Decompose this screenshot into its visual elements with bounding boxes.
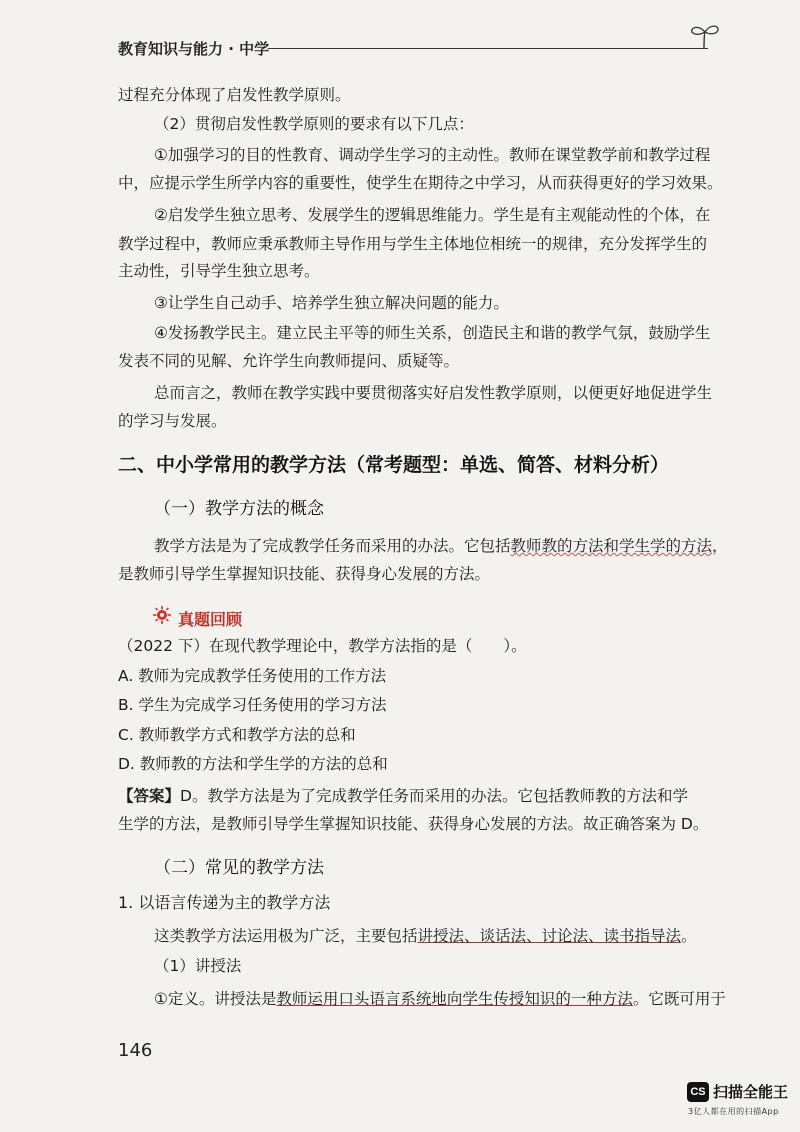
paragraph-line: ④发扬教学民主。建立民主平等的师生关系，创造民主和谐的教学气氛，鼓励学生: [154, 324, 711, 342]
paragraph-line: 中，应提示学生所学内容的重要性，使学生在期待之中学习，从而获得更好的学习效果。: [118, 174, 723, 192]
option-a: A. 教师为完成教学任务使用的工作方法: [118, 667, 387, 685]
paragraph-line: 总而言之，教师在教学实践中要贯彻落实好启发性教学原则，以便更好地促进学生: [154, 384, 713, 402]
concept-line-2: 是教师引导学生掌握知识技能、获得身心发展的方法。: [118, 565, 491, 583]
running-header: [118, 34, 718, 62]
key-phrase: 讲授法、谈话法、讨论法、读书指导法: [417, 927, 682, 945]
review-label: 真题回顾: [178, 610, 243, 629]
list-heading: （2）贯彻启发性教学原则的要求有以下几点：: [154, 115, 474, 133]
paragraph-line: ①加强学习的目的性教育、调动学生学习的主动性。教师在课堂教学前和教学过程: [154, 146, 711, 164]
paragraph-line: 过程充分体现了启发性教学原则。: [118, 86, 351, 104]
subsection-heading: （二）常见的教学方法: [154, 858, 324, 878]
page-number: 146: [118, 1040, 153, 1061]
section-heading: 二、中小学常用的教学方法（常考题型：单选、简答、材料分析）: [118, 454, 670, 476]
option-d: D. 教师教的方法和学生学的方法的总和: [118, 755, 388, 773]
paragraph-line: 教学过程中，教师应秉承教师主导作用与学生主体地位相统一的规律，充分发挥学生的: [118, 235, 708, 253]
method-line: 这类教学方法运用极为广泛，主要包括讲授法、谈话法、讨论法、读书指导法。: [154, 927, 697, 945]
paragraph-line: ②启发学生独立思考、发展学生的逻辑思维能力。学生是有主观能动性的个体，在: [154, 206, 711, 224]
key-phrase: 教师教的方法和学生学的方法: [510, 537, 713, 555]
header-title: 教育知识与能力 · 中学: [118, 40, 270, 58]
paragraph-line: 的学习与发展。: [118, 412, 227, 430]
method-heading: （1）讲授法: [154, 957, 242, 975]
answer-line-2: 生学的方法，是教师引导学生掌握知识技能、获得身心发展的方法。故正确答案为 D。: [118, 815, 709, 833]
paragraph-line: ③让学生自己动手、培养学生独立解决问题的能力。: [154, 294, 509, 312]
key-phrase: 教师运用口头语言系统地向学生传授知识的一种方法: [276, 990, 633, 1008]
definition-line: ①定义。讲授法是教师运用口头语言系统地向学生传授知识的一种方法。它既可用于: [154, 990, 726, 1008]
paragraph-line: 发表不同的见解、允许学生向教师提问、质疑等。: [118, 352, 460, 370]
subsection-heading: （一）教学方法的概念: [154, 499, 324, 519]
scanner-tagline: 3亿人都在用的扫描App: [688, 1107, 779, 1116]
method-category: 1. 以语言传递为主的教学方法: [118, 893, 331, 912]
scanner-logo: CS: [687, 1082, 709, 1102]
answer-line-1: 【答案】D。教学方法是为了完成教学任务而采用的办法。它包括教师教的方法和学: [118, 787, 688, 805]
concept-line-1: 教学方法是为了完成教学任务而采用的办法。它包括教师教的方法和学生学的方法，: [154, 537, 728, 555]
sun-icon: [153, 606, 171, 624]
option-b: B. 学生为完成学习任务使用的学习方法: [118, 696, 387, 714]
header-rule: [268, 48, 708, 49]
paragraph-line: 主动性，引导学生独立思考。: [118, 262, 320, 280]
scanner-name: 扫描全能王: [713, 1083, 789, 1101]
sprout-icon: [688, 22, 722, 50]
answer-tag: 【答案】: [118, 787, 181, 805]
option-c: C. 教师教学方式和教学方法的总和: [118, 726, 356, 744]
question-stem: （2022 下）在现代教学理论中，教学方法指的是（ ）。: [118, 637, 527, 655]
